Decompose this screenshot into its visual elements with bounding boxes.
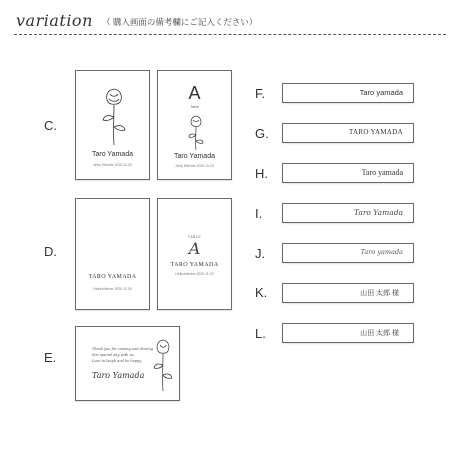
card-date: Jerry Ellerine 2020.11.20	[175, 164, 214, 168]
card-date: Hello/ellerine 2020.11.20	[175, 272, 214, 276]
header-divider	[14, 34, 446, 35]
card-message	[92, 346, 153, 364]
card-d-plain	[75, 198, 150, 310]
card-name: Taro Yamada	[92, 151, 133, 158]
name-bar-f	[282, 83, 414, 103]
variation-label-f: F.	[255, 86, 266, 101]
card-name: TARO YAMADA	[88, 274, 137, 280]
rose-icon	[150, 337, 176, 393]
bar-name: 山田 太郎 様	[360, 330, 399, 337]
rose-icon	[184, 113, 208, 151]
variation-label-h: H.	[255, 166, 268, 181]
name-bar-l	[282, 323, 414, 343]
variation-label-k: K.	[255, 285, 268, 300]
card-date: Hello/ellerine 2020.11.20	[93, 287, 132, 291]
bar-name: Taro yamada	[360, 248, 403, 256]
rose-icon	[96, 85, 132, 147]
variation-label-g: G.	[255, 126, 269, 141]
variation-label-c: C.	[44, 118, 57, 133]
variation-label-d: D.	[44, 244, 57, 259]
bar-name: Taro yamada	[359, 88, 403, 97]
card-name: TARO YAMADA	[170, 262, 219, 268]
page-header	[14, 8, 446, 34]
bar-name: Taro Yamada	[353, 208, 403, 217]
card-c-rose	[75, 70, 150, 180]
bar-name: 山田 太郎 様	[360, 290, 399, 297]
name-bar-i	[282, 203, 414, 223]
card-e-message	[75, 326, 180, 401]
card-d-script-letter	[157, 198, 232, 310]
bar-name: Taro yamada	[361, 168, 403, 177]
card-letter: A	[188, 239, 201, 258]
name-bar-j	[282, 243, 414, 263]
name-bar-h	[282, 163, 414, 183]
variation-label-j: J.	[255, 246, 266, 261]
card-name: Taro Yamada	[174, 153, 215, 160]
name-bar-g	[282, 123, 414, 143]
bar-name: TARO YAMADA	[348, 128, 403, 136]
card-name: Taro Yamada	[92, 371, 145, 380]
card-letter: A	[188, 83, 201, 103]
card-c-letter-rose	[157, 70, 232, 180]
purchase-note: （ 購入画面の備考欄にご記入ください）	[102, 17, 258, 27]
card-sublabel: Table	[190, 105, 199, 109]
variation-label-i: I.	[255, 206, 263, 221]
message-line: Thank you for coming and sharing	[92, 347, 154, 351]
name-bar-k	[282, 283, 414, 303]
message-line: this special day with us.	[92, 353, 135, 357]
card-top-label: TABLE	[187, 235, 202, 239]
message-line: Love to laugh and be happy.	[92, 359, 142, 363]
variation-label-e: E.	[44, 350, 57, 365]
variation-label-l: L.	[255, 326, 266, 341]
card-date: Jerry Ellerine 2020.11.20	[93, 163, 132, 167]
page-title: variation	[16, 11, 93, 30]
